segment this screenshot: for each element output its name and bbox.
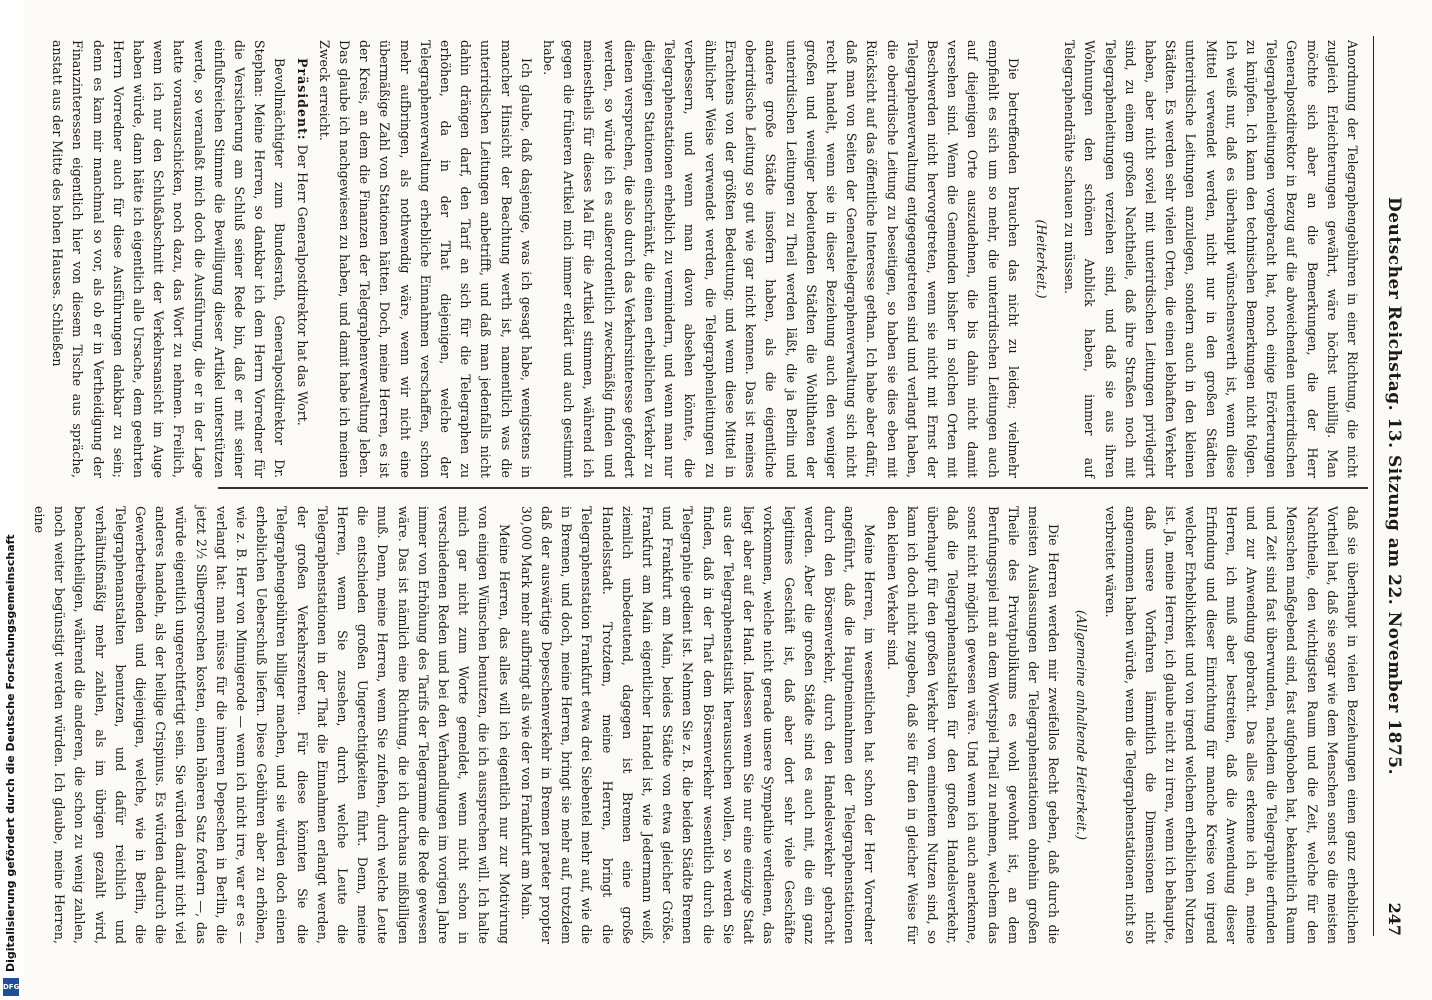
left-column xyxy=(50,40,1362,478)
paragraph: Die Herren werden mir zweifellos Recht geben, daß durch die meisten Auslassungen der Telegraphenstationen ohnehin großen Theile des Privatpublikums es wohl gewohnt ist, an dem Berufungsspiel mit an dem Wortspiel Theil zu nehmen, welchem das sonst nicht möglich gewesen wäre. Und wenn ich auch anerkenne, daß die Telegraphenanstalten für den großen Handelsverkehr, überhaupt für den großen Verkehr von eminentem Nutzen sind, so kann ich doch nicht zugeben, daß sie für den in gleicher Weise für den kleinen Verkehr sind. xyxy=(884,506,1062,945)
column-divider xyxy=(218,487,1368,489)
paragraph: Die betreffenden brauchen das nicht zu leiden; vielmehr empfiehlt es sich um so mehr, die unterirdischen Leitungen auch auf diejenigen Orte auszudehnen, die bis dahin nicht damit versehen sind. Wenn die Gemeinden bisher in solchen Orten mit Beschwerden nicht hervorgetreten, wenn sie nicht mit Ernst der Telegraphenverwaltung entgegengetreten sind und verlangt haben, die oberirdische Leitung zu beseitigen, so haben sie dies eben mit Rücksicht auf das öffentliche Interesse gethan. Ich habe aber dafür, daß man von Seiten der Generaltelegraphenverwaltung sich nicht recht handelt, wenn sie in dieser Beziehung auch den weniger großen und weniger bedeutenden Städten die Wohlthaten der unterirdischen Leitungen zu Theil werden läßt, die ja Berlin und andere große Städte insofern haben, als die eigentliche oberirdische Leitung so gut wie gar nicht kennen. Das ist meines Erachtens von der größten Bedeutung; und wenn diese Mittel in ähnlicher Weise verwendet werden, die Telegraphenleitungen zu verbessern, und wenn man davon absehen könnte, die Telegraphenstationen erheblich zu vermindern, und wenn man nur diejenigen Stationen einschränkt, die einen erheblichen Verkehr zu dienen versprechen, die also durch das Verkehrsinteresse gefordert werden, so würde ich es außerordentlich zweckmäßig finden und meinestheils für dieses Mal für die Artikel stimmen, während ich gegen die früheren Artikel mich immer erklärt und auch gestimmt habe. xyxy=(541,40,1021,478)
speaker-text: Der Herr Generalpostdirektor hat das Wort. xyxy=(294,144,310,426)
paragraph: Ich glaube, daß dasjenige, was ich gesagt habe, wenigstens in mancher Hinsicht der Beachtung werth ist, namentlich was die unterirdischen Leitungen anbetrifft, und daß man jedenfalls nicht dahin drängen darf, den Tarif an sich für die Telegraphen zu erhöhen, da in der That diejenigen, welche der Telegraphenverwaltung erhebliche Einnahmen verschaffen, schon mehr aufbringen, als nothwendig wäre, wenn wir nicht eine übermäßige Zahl von Stationen hätten. Doch, meine Herren, es ist der Kreis, an dem die Finanzen der Telegraphenverwaltung leben. Das glaube ich nachgewiesen zu haben, und damit habe ich meinen Zweck erreicht. xyxy=(316,40,534,478)
page-number: 247 xyxy=(1385,902,1404,936)
interjection-note: (Allgemeine anhaltende Heiterkeit.) xyxy=(1074,609,1090,841)
digitization-credit: Digitalisierung gefördert durch die Deutsche Forschungsgemeinschaft xyxy=(4,534,17,972)
interjection-note: (Heiterkeit.) xyxy=(1033,219,1049,299)
paragraph: Meine Herren, im wesentlichen hat schon der Herr Vorredner angeführt, daß die Hauptneinnahmen der Telegraphenstationen durch den Börsenverkehr, durch den Handelsverkehr gebracht werden. Aber die großen Städte sind es auch mit, die ein ganz legitimes Geschäft ist, daß aber dort sehr viele Geschäfte vorkommen, welche nicht gerade unsere Sympathie verdienen, das liegt aber auf der Hand. Indessen wenn Sie nur eine einzige Stadt aus der Telegraphenstatistik heraussuchen wollen, so werden Sie finden, daß in der That dem Börsenverkehr wesentlich durch die Telegraphie gedient ist. Nehmen Sie z. B. die beiden Städte Bremen und Frankfurt am Main, beides Städte von etwa gleicher Größe. Frankfurt am Main eigentlicher Handel ist, wie Jedermann weiß, ziemlich unbedeutend, dagegen ist Bremen eine große Handelsstadt. Trotzdem, meine Herren, bringt die Telegraphenstation Frankfurt etwa drei Siebentel mehr auf, wie die in Bremen, und doch, meine Herren, bringt sie mehr auf, trotzdem daß der auswärtige Depeschenverkehr in Bremen praeter propter 30,000 Mark mehr aufbringt als wie der von Frankfurt am Main. xyxy=(518,506,878,944)
paragraph: Bevollmächtigter zum Bundesrath, Generalpostdirektor Dr. Stephan: Meine Herren, so dankbar ich dem Herrn Vorredner für die Versicherung am Schluß seiner Rede bin, daß er mit seiner einflußreichen Stimme die Bewilligung dieser Artikel unterstützen werde, so veranlaßt mich doch die Ausführung, die er in der Lage hatte vorauszuschicken, noch dazu, das Wort zu nehmen. Freilich, wenn ich nur den Schlußabschnitt der Verkehrsansicht im Auge haben würde, dann hätte ich eigentlich alle Ursache, dem geehrten Herrn Vorredner auch für diese Ausführungen dankbar zu sein; denn es kam mir manchmal so vor, als ob er in Vertheidigung der Finanzinteressen eigentlich hier von diesem Tische aus spräche, anstatt aus der Mitte des hohen Hauses. Schließen xyxy=(50,40,288,478)
paragraph: Meine Herren, das alles will ich eigentlich nur zur Motivirung von einigen Wünschen benutzen, die ich aussprechen will. Ich halte mich gar nicht zum Worte gemeldet, wenn nicht schon in verschiedenen Reden und bei den Verhandlungen im vorigen Jahre immer von Erhöhung des Tarifs der Telegramme die Rede gewesen wäre. Das ist nämlich eine Richtung, die ich durchaus mißbilligen muß. Denn, meine Herren, wenn Sie zufehen, durch welche Leute die entschieden großen Ungerechtigkeiten führt. Denn, meine Herren, wenn Sie zusehen, durch welche Leute die Telegraphenstationen in der That die Einnahmen erlangt werden, der großen Verkehrszentren. Für diese könnten Sie die Telegraphengebühren billiger machen, und sie würden doch einen erheblichen Ueberschuß liefern. Diese Gebühren aber zu erhöhen, wie z. B. Herr von Minnigerode — wenn ich nicht irre, war er es — verlangt hat: man müsse für die inneren Depeschen in Berlin, die jetzt 2½ Silbergroschen kosten, einen höheren Satz fordern —, das würde eigentlich ungerechtfertigt sein. Sie würden damit nicht viel anderes handeln, als der heilige Crispinus. Es würden dadurch die Gewerbetreibenden und diejenigen, welche, wie in Berlin, die Telegraphenanstalten benutzen, und dafür reichlich und verhältnißmäßig mehr zahlen, als im übrigen gezahlt wird, benachtheiligen, während die anderen, die schon zu wenig zahlen, noch weiter begünstigt werden würden. Ich glaube, meine Herren, eine xyxy=(32,506,512,944)
paragraph: Anordnung der Telegraphengebühren in einer Richtung, die nicht zugleich Erleichterungen gewährt, wäre höchst unbillig. Man möchte sich aber an die Bemerkungen, die der Herr Generalpostdirektor in Bezug auf die abweichenden unterirdischen Telegraphenleitungen vorgebracht hat, noch einige Erörterungen zu knüpfen. Ich kann den technischen Bemerkungen nicht folgen. Ich weiß nur, daß es überhaupt wünschenswerth ist, wenn diese Mittel verwendet werden, nicht nur in den großen Städten unterirdische Leitungen anzulegen, sondern auch in den kleinen Städten. Es werden sehr vielen Orten, die einen lebhaften Verkehr haben, aber nicht soviel mit unterirdischen Leitungen privilegirt sind, zu einem großen Nachtheile, daß ihre Straßen noch mit Telegraphenleitungen verziehen sind, und daß sie aus ihren Wohnungen den schönen Anblick haben, immer auf Telegraphendrähte schauen zu müssen. xyxy=(1062,40,1360,478)
header-title: Deutscher Reichstag. 13. Sitzung am 22. November 1875. xyxy=(1384,196,1404,776)
paragraph: daß sie überhaupt in vielen Beziehungen einen ganz erheblichen Vortheil hat, daß sie sogar wie dem Menschen sonst so die meisten Nachtheile, den wichtigsten Raum und die Zeit, welche für den Menschen maßgebend sind, fast aufgehoben hat, bekanntlich Raum und Zeit sind fast überwunden, nachdem die Telegraphie erfunden und zur Anwendung gebracht. Das alles erkenne ich an, meine Herren, ich muß aber bestreiten, daß die Anwendung dieser Erfindung und dieser Einrichtung für manche Kreise von irgend welcher Erheblichkeit und von irgend welchem erheblichen Nutzen ist. Ja, meine Herren, ich glaube nicht zu irren, wenn ich behaupte, daß unsere Vorfahren lämmtlich die Dimensionen nicht angenommen haben würde, wenn die Telegraphenstationen nicht so verbreitet wären. xyxy=(1102,506,1360,944)
right-column xyxy=(32,506,1362,945)
page-header xyxy=(1373,36,1410,936)
speaker-line xyxy=(291,40,311,478)
speaker-name: Präsident: xyxy=(294,58,310,141)
dfg-logo-icon: DFG xyxy=(3,978,19,996)
digitization-sidebar xyxy=(0,0,24,1000)
